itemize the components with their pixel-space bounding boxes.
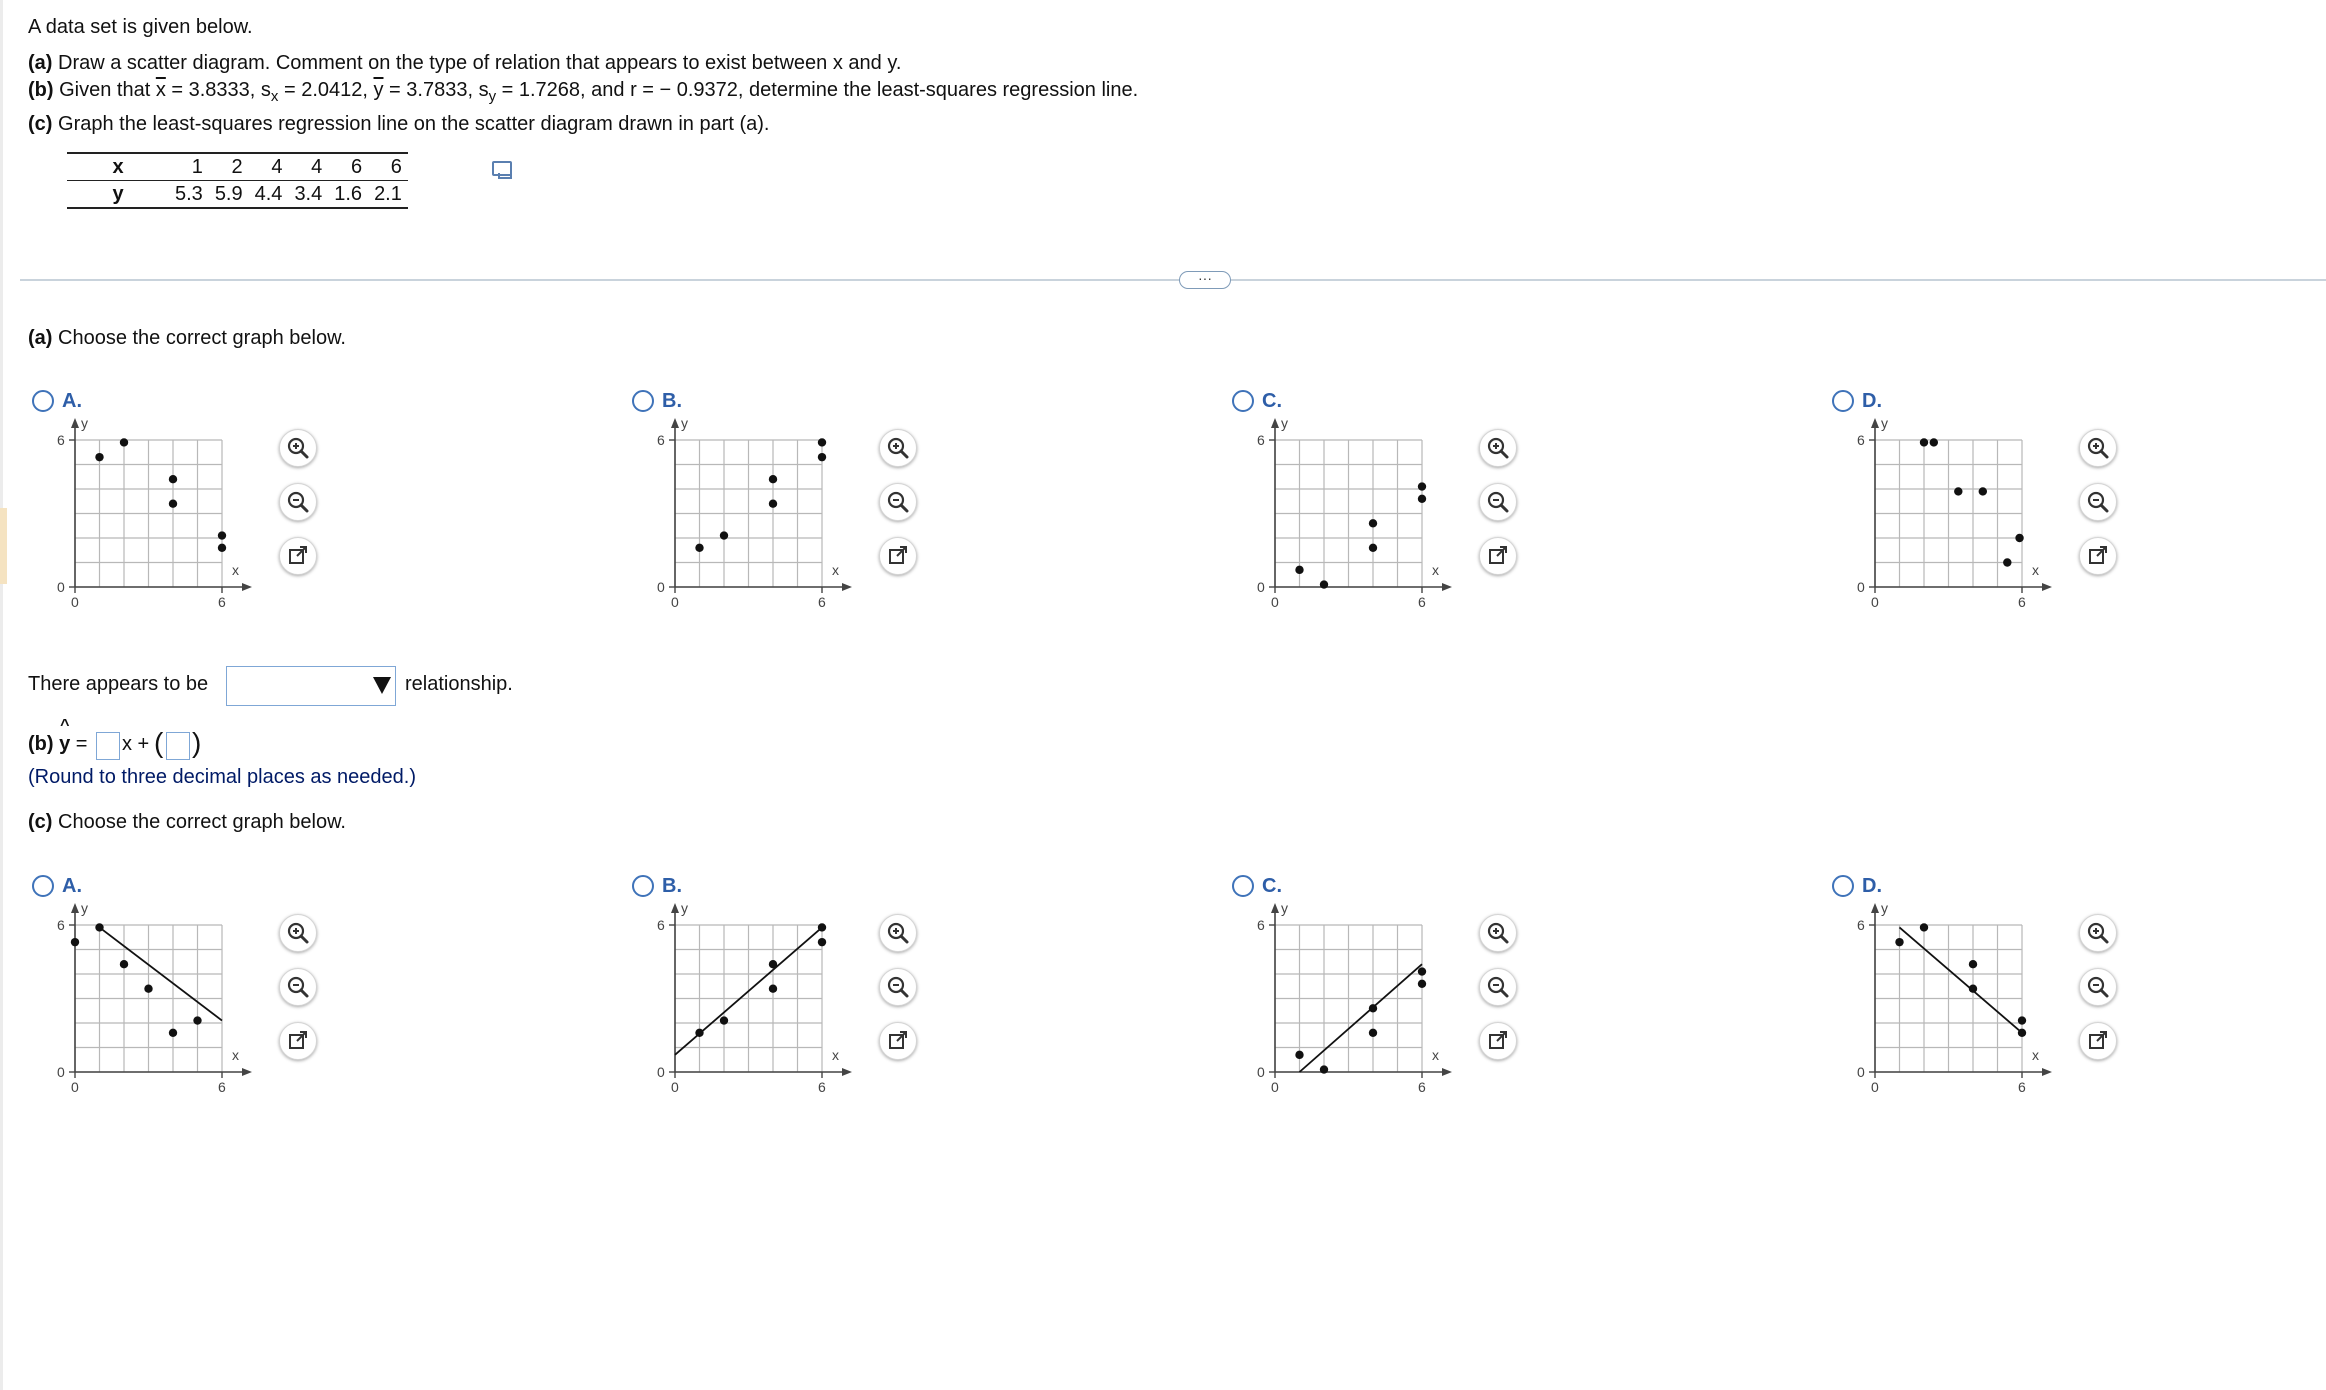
- part-b-equation: [28, 717, 88, 756]
- data-point: [1369, 1004, 1377, 1012]
- x-axis-label: x: [832, 562, 839, 578]
- radio-button[interactable]: [1832, 390, 1854, 412]
- x-tick-label: 0: [71, 1079, 79, 1095]
- table-row-y: [67, 181, 408, 209]
- grid: [1875, 440, 2022, 587]
- grid: [75, 925, 222, 1072]
- x-tick-label: 6: [2018, 1079, 2026, 1095]
- scatter-graph: [28, 900, 248, 1130]
- y-tick-label: 6: [57, 917, 65, 933]
- radio-button[interactable]: [32, 390, 54, 412]
- x-value: 2: [209, 153, 249, 181]
- data-point: [2018, 1029, 2026, 1037]
- scatter-graph: [1828, 900, 2048, 1130]
- zoom-out-button[interactable]: [279, 483, 317, 521]
- zoom-out-icon: [1485, 489, 1511, 515]
- option-label: A.: [62, 390, 82, 412]
- part-c-prompt: [28, 811, 346, 834]
- data-point: [1969, 960, 1977, 968]
- part-a-prompt: [28, 327, 346, 350]
- data-point: [1418, 980, 1426, 988]
- zoom-out-icon: [285, 489, 311, 515]
- y-value: 4.4: [249, 181, 289, 209]
- zoom-in-button[interactable]: [279, 429, 317, 467]
- data-point: [1369, 1029, 1377, 1037]
- radio-button[interactable]: [1232, 875, 1254, 897]
- y-value: 5.9: [209, 181, 249, 209]
- x-axis-arrow-icon: [242, 1068, 252, 1076]
- zoom-in-icon: [2085, 920, 2111, 946]
- data-point: [695, 1029, 703, 1037]
- rounding-hint: (Round to three decimal places as needed.): [28, 766, 417, 788]
- slope-input[interactable]: [96, 732, 120, 760]
- option-label: B.: [662, 875, 682, 897]
- pop-out-icon: [2085, 543, 2111, 569]
- zoom-out-button[interactable]: [879, 483, 917, 521]
- data-point: [818, 923, 826, 931]
- option-label: D.: [1862, 875, 1882, 897]
- x-axis-arrow-icon: [842, 1068, 852, 1076]
- x-tick-label: 0: [1871, 1079, 1879, 1095]
- y-axis-label: y: [681, 900, 688, 916]
- y-axis-label: y: [1881, 900, 1888, 916]
- y-bar-symbol: $\overline{y}$: [373, 79, 384, 101]
- part-b-statement: [28, 79, 1138, 105]
- y-axis-arrow-icon: [1271, 418, 1279, 428]
- data-point: [1920, 923, 1928, 931]
- zoom-out-icon: [2085, 489, 2111, 515]
- x-value: 6: [328, 153, 368, 181]
- hat-icon: ^: [60, 717, 70, 734]
- pop-out-icon: [1485, 1028, 1511, 1054]
- option-label: C.: [1262, 390, 1282, 412]
- part-a-statement: [28, 52, 901, 75]
- data-point: [1418, 967, 1426, 975]
- option-label: C.: [1262, 875, 1282, 897]
- y-axis-arrow-icon: [71, 903, 79, 913]
- zoom-out-icon: [885, 489, 911, 515]
- data-point: [818, 438, 826, 446]
- data-table: [67, 152, 408, 209]
- pop-out-button[interactable]: [2079, 537, 2117, 575]
- y-axis-arrow-icon: [1871, 903, 1879, 913]
- data-point: [769, 500, 777, 508]
- data-point: [1369, 544, 1377, 552]
- x-axis-arrow-icon: [1442, 1068, 1452, 1076]
- part-c-prompt-text: Choose the correct graph below.: [52, 811, 346, 833]
- pop-out-icon: [285, 543, 311, 569]
- y-axis-arrow-icon: [671, 903, 679, 913]
- data-point: [1320, 1065, 1328, 1073]
- sx-subscript: x: [270, 88, 279, 105]
- grid: [675, 440, 822, 587]
- part-c-statement-label: (c): [28, 113, 53, 135]
- radio-button[interactable]: [632, 875, 654, 897]
- scatter-graph: [28, 415, 248, 645]
- zoom-out-icon: [1485, 974, 1511, 1000]
- zoom-out-button[interactable]: [2079, 483, 2117, 521]
- zoom-out-button[interactable]: [879, 968, 917, 1006]
- x-plus-text: x +: [122, 733, 150, 755]
- x-tick-label: 6: [218, 594, 226, 610]
- pop-out-button[interactable]: [879, 537, 917, 575]
- data-point: [695, 544, 703, 552]
- y-tick-label: 0: [657, 579, 665, 595]
- data-point: [2003, 558, 2011, 566]
- zoom-out-button[interactable]: [1479, 483, 1517, 521]
- scatter-graph: [1228, 900, 1448, 1130]
- zoom-in-icon: [2085, 435, 2111, 461]
- zoom-in-icon: [1485, 920, 1511, 946]
- pop-out-button[interactable]: [1479, 537, 1517, 575]
- y-axis-label: y: [81, 415, 88, 431]
- y-header: y: [67, 181, 169, 209]
- data-point: [1969, 985, 1977, 993]
- pop-out-icon: [885, 1028, 911, 1054]
- data-point: [120, 960, 128, 968]
- y-tick-label: 6: [657, 432, 665, 448]
- data-point: [1920, 438, 1928, 446]
- x-tick-label: 0: [671, 594, 679, 610]
- data-point: [218, 531, 226, 539]
- data-point: [1979, 487, 1987, 495]
- data-point: [1954, 487, 1962, 495]
- radio-button[interactable]: [1232, 390, 1254, 412]
- zoom-in-button[interactable]: [2079, 914, 2117, 952]
- sy-and-r-value: = 1.7268, and r = − 0.9372, determine the least-squares regression line.: [496, 79, 1139, 101]
- zoom-out-icon: [885, 974, 911, 1000]
- data-point: [1320, 580, 1328, 588]
- zoom-in-button[interactable]: [879, 429, 917, 467]
- data-point: [144, 985, 152, 993]
- zoom-out-button[interactable]: [1479, 968, 1517, 1006]
- y-tick-label: 0: [1257, 579, 1265, 595]
- data-point: [720, 1016, 728, 1024]
- data-point: [169, 1029, 177, 1037]
- regression-line: [1300, 964, 1423, 1072]
- y-axis-label: y: [1281, 900, 1288, 916]
- part-b-statement-label: (b): [28, 79, 54, 101]
- relationship-dropdown[interactable]: [226, 666, 396, 706]
- regression-line: [1900, 927, 2023, 1032]
- y-tick-label: 6: [1257, 432, 1265, 448]
- intercept-input[interactable]: [166, 732, 190, 760]
- option-label: D.: [1862, 390, 1882, 412]
- data-point: [169, 475, 177, 483]
- y-tick-label: 0: [57, 1064, 65, 1080]
- zoom-in-button[interactable]: [1479, 429, 1517, 467]
- pop-out-button[interactable]: [879, 1022, 917, 1060]
- pop-out-button[interactable]: [279, 1022, 317, 1060]
- y-tick-label: 6: [657, 917, 665, 933]
- x-tick-label: 0: [1271, 594, 1279, 610]
- x-axis-label: x: [232, 1047, 239, 1063]
- data-point: [95, 453, 103, 461]
- zoom-in-button[interactable]: [879, 914, 917, 952]
- x-tick-label: 0: [671, 1079, 679, 1095]
- scatter-graph: [1228, 415, 1448, 645]
- y-value: 3.4: [288, 181, 328, 209]
- y-value: 1.6: [328, 181, 368, 209]
- x-tick-label: 6: [2018, 594, 2026, 610]
- pop-out-icon: [2085, 1028, 2111, 1054]
- relationship-suffix: relationship.: [405, 673, 513, 695]
- data-point: [120, 438, 128, 446]
- data-point: [1295, 1051, 1303, 1059]
- zoom-in-icon: [885, 435, 911, 461]
- zoom-in-icon: [285, 920, 311, 946]
- y-tick-label: 0: [1857, 1064, 1865, 1080]
- y-value: 5.3: [169, 181, 209, 209]
- y-bar-value: = 3.7833, s: [383, 79, 489, 101]
- y-tick-label: 0: [57, 579, 65, 595]
- y-tick-label: 6: [1257, 917, 1265, 933]
- dropdown-arrow-icon: [373, 677, 391, 694]
- x-value: 4: [288, 153, 328, 181]
- grid: [1275, 440, 1422, 587]
- part-a-statement-label: (a): [28, 52, 53, 74]
- data-point: [818, 453, 826, 461]
- x-axis-arrow-icon: [242, 583, 252, 591]
- y-axis-label: y: [681, 415, 688, 431]
- grid: [1875, 925, 2022, 1072]
- left-edge-marker: [0, 508, 7, 584]
- left-edge: [0, 0, 3, 1390]
- copy-table-icon[interactable]: [492, 161, 512, 176]
- option-label: B.: [662, 390, 682, 412]
- zoom-in-button[interactable]: [2079, 429, 2117, 467]
- x-axis-arrow-icon: [1442, 583, 1452, 591]
- sy-subscript: y: [488, 88, 497, 105]
- x-tick-label: 0: [71, 594, 79, 610]
- y-hat-symbol: [59, 717, 71, 755]
- part-b-label: (b): [28, 733, 54, 755]
- x-axis-label: x: [832, 1047, 839, 1063]
- part-a-prompt-text: Choose the correct graph below.: [52, 327, 346, 349]
- pop-out-icon: [885, 543, 911, 569]
- pop-out-button[interactable]: [2079, 1022, 2117, 1060]
- x-tick-label: 6: [818, 594, 826, 610]
- y-axis-arrow-icon: [71, 418, 79, 428]
- x-tick-label: 6: [218, 1079, 226, 1095]
- intro-text: A data set is given below.: [28, 16, 253, 38]
- data-point: [2015, 534, 2023, 542]
- data-point: [1895, 938, 1903, 946]
- part-c-statement-text: Graph the least-squares regression line on the scatter diagram drawn in part (a).: [52, 113, 770, 135]
- x-axis-label: x: [2032, 1047, 2039, 1063]
- data-point: [769, 475, 777, 483]
- y-tick-label: 6: [1857, 432, 1865, 448]
- y-axis-label: y: [1281, 415, 1288, 431]
- radio-button[interactable]: [1832, 875, 1854, 897]
- relationship-prefix: There appears to be: [28, 673, 209, 695]
- part-c-prompt-label: (c): [28, 811, 53, 833]
- zoom-in-icon: [1485, 435, 1511, 461]
- x-axis-arrow-icon: [842, 583, 852, 591]
- data-point: [169, 500, 177, 508]
- scatter-graph: [1828, 415, 2048, 645]
- y-axis-arrow-icon: [1871, 418, 1879, 428]
- data-point: [2018, 1016, 2026, 1024]
- x-tick-label: 6: [1418, 1079, 1426, 1095]
- data-point: [71, 938, 79, 946]
- equals-sign: =: [70, 733, 88, 755]
- data-point: [769, 960, 777, 968]
- x-value: 4: [249, 153, 289, 181]
- x-bar-value: = 3.8333, s: [165, 79, 271, 101]
- data-point: [218, 544, 226, 552]
- scatter-graph: [628, 900, 848, 1130]
- table-row-x: [67, 153, 408, 181]
- zoom-out-icon: [285, 974, 311, 1000]
- sx-value: = 2.0412,: [278, 79, 374, 101]
- data-point: [193, 1016, 201, 1024]
- y-axis-label: y: [81, 900, 88, 916]
- zoom-in-icon: [285, 435, 311, 461]
- grid: [1275, 925, 1422, 1072]
- x-tick-label: 6: [1418, 594, 1426, 610]
- open-paren: (: [154, 727, 164, 758]
- part-a-statement-text: Draw a scatter diagram. Comment on the type of relation that appears to exist between x and y.: [52, 52, 902, 74]
- y-tick-label: 0: [657, 1064, 665, 1080]
- y-value: 2.1: [368, 181, 408, 209]
- data-point: [1418, 482, 1426, 490]
- data-point: [1418, 495, 1426, 503]
- y-tick-label: 0: [1257, 1064, 1265, 1080]
- part-c-statement: [28, 113, 769, 136]
- part-b-given: Given that: [53, 79, 156, 101]
- radio-button[interactable]: [632, 390, 654, 412]
- close-paren: ): [192, 727, 202, 758]
- data-point: [1295, 566, 1303, 574]
- x-axis-label: x: [1432, 1047, 1439, 1063]
- grid: [75, 440, 222, 587]
- y-axis-arrow-icon: [671, 418, 679, 428]
- zoom-out-button[interactable]: [2079, 968, 2117, 1006]
- zoom-out-button[interactable]: [279, 968, 317, 1006]
- x-axis-label: x: [232, 562, 239, 578]
- x-axis-arrow-icon: [2042, 1068, 2052, 1076]
- pop-out-button[interactable]: [279, 537, 317, 575]
- zoom-in-icon: [885, 920, 911, 946]
- data-point: [1930, 438, 1938, 446]
- y-tick-label: 0: [1857, 579, 1865, 595]
- x-value: 6: [368, 153, 408, 181]
- x-tick-label: 0: [1271, 1079, 1279, 1095]
- x-tick-label: 6: [818, 1079, 826, 1095]
- data-point: [720, 531, 728, 539]
- x-axis-label: x: [2032, 562, 2039, 578]
- y-tick-label: 6: [1857, 917, 1865, 933]
- y-hat-letter: y: [59, 733, 71, 755]
- data-point: [95, 923, 103, 931]
- radio-button[interactable]: [32, 875, 54, 897]
- x-value: 1: [169, 153, 209, 181]
- data-point: [769, 985, 777, 993]
- pop-out-button[interactable]: [1479, 1022, 1517, 1060]
- expand-handle[interactable]: ···: [1179, 271, 1231, 289]
- x-bar-symbol: $\overline{x}$: [155, 79, 166, 101]
- y-axis-arrow-icon: [1271, 903, 1279, 913]
- data-point: [1369, 519, 1377, 527]
- option-label: A.: [62, 875, 82, 897]
- x-axis-arrow-icon: [2042, 583, 2052, 591]
- pop-out-icon: [1485, 543, 1511, 569]
- zoom-in-button[interactable]: [1479, 914, 1517, 952]
- part-a-prompt-label: (a): [28, 327, 53, 349]
- zoom-out-icon: [2085, 974, 2111, 1000]
- x-axis-label: x: [1432, 562, 1439, 578]
- pop-out-icon: [285, 1028, 311, 1054]
- y-axis-label: y: [1881, 415, 1888, 431]
- y-tick-label: 6: [57, 432, 65, 448]
- scatter-graph: [628, 415, 848, 645]
- section-divider: [20, 279, 2326, 281]
- x-tick-label: 0: [1871, 594, 1879, 610]
- x-header: x: [67, 153, 169, 181]
- zoom-in-button[interactable]: [279, 914, 317, 952]
- data-point: [818, 938, 826, 946]
